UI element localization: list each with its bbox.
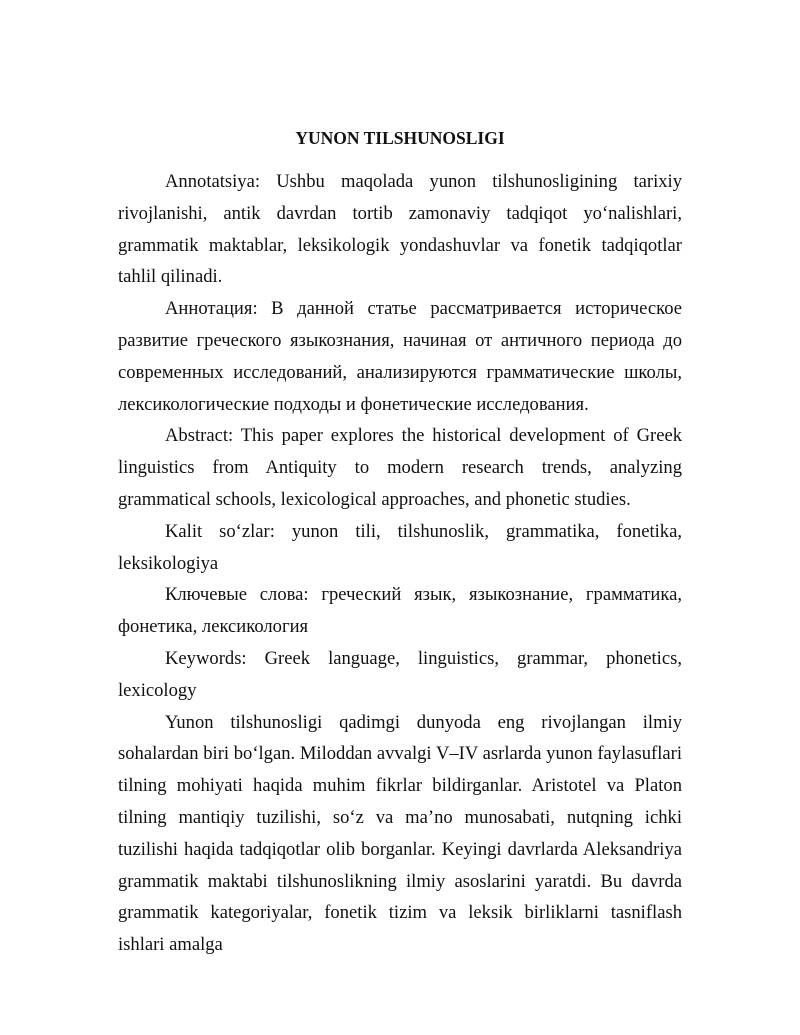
keywords-uzbek: Kalit so‘zlar: yunon tili, tilshunoslik, grammatika, fonetika, leksikologiya <box>118 520 682 574</box>
annotation-russian: Аннотация: В данной статье рассматривается историческое развитие греческого языкознания, начиная от античного периода до современных исследований, анализируются грамматические школы, лексикологические подходы и фонетические исследования. <box>118 298 682 415</box>
keywords-english: Keywords: Greek language, linguistics, grammar, phonetics, lexicology <box>118 647 682 701</box>
abstract-english: Abstract: This paper explores the historical development of Greek linguistics from Antiquity to modern research trends, analyzing grammatical schools, lexicological approaches, and phonetic studies. <box>118 425 682 510</box>
paper-title: YUNON TILSHUNOSLIGI <box>295 128 505 148</box>
annotation-uzbek: Annotatsiya: Ushbu maqolada yunon tilshunosligining tarixiy rivojlanishi, antik davrdan tortib zamonaviy tadqiqot yo‘nalishlari, grammatik maktablar, leksikologik yondashuvlar va fonetik tadqiqotlar tahlil qilinadi. <box>118 171 682 288</box>
keywords-russian: Ключевые слова: греческий язык, языкознание, грамматика, фонетика, лексикология <box>118 584 682 638</box>
page-content <box>118 124 682 961</box>
body-paragraph: Yunon tilshunosligi qadimgi dunyoda eng rivojlangan ilmiy sohalardan biri bo‘lgan. Miloddan avvalgi V–IV asrlarda yunon faylasuflari tilning mohiyati haqida muhim fikrlar bildirganlar. Aristotel va Platon tilning mantiqiy tuzilishi, so‘z va ma’no munosabati, nutqning ichki tuzilishi haqida tadqiqotlar olib borganlar. Keyingi davrlarda Aleksandriya grammatik maktabi tilshunoslikning ilmiy asoslarini yaratdi. Bu davrda grammatik kategoriyalar, fonetik tizim va leksik birliklarni tasniflash ishlari amalga <box>118 711 682 956</box>
